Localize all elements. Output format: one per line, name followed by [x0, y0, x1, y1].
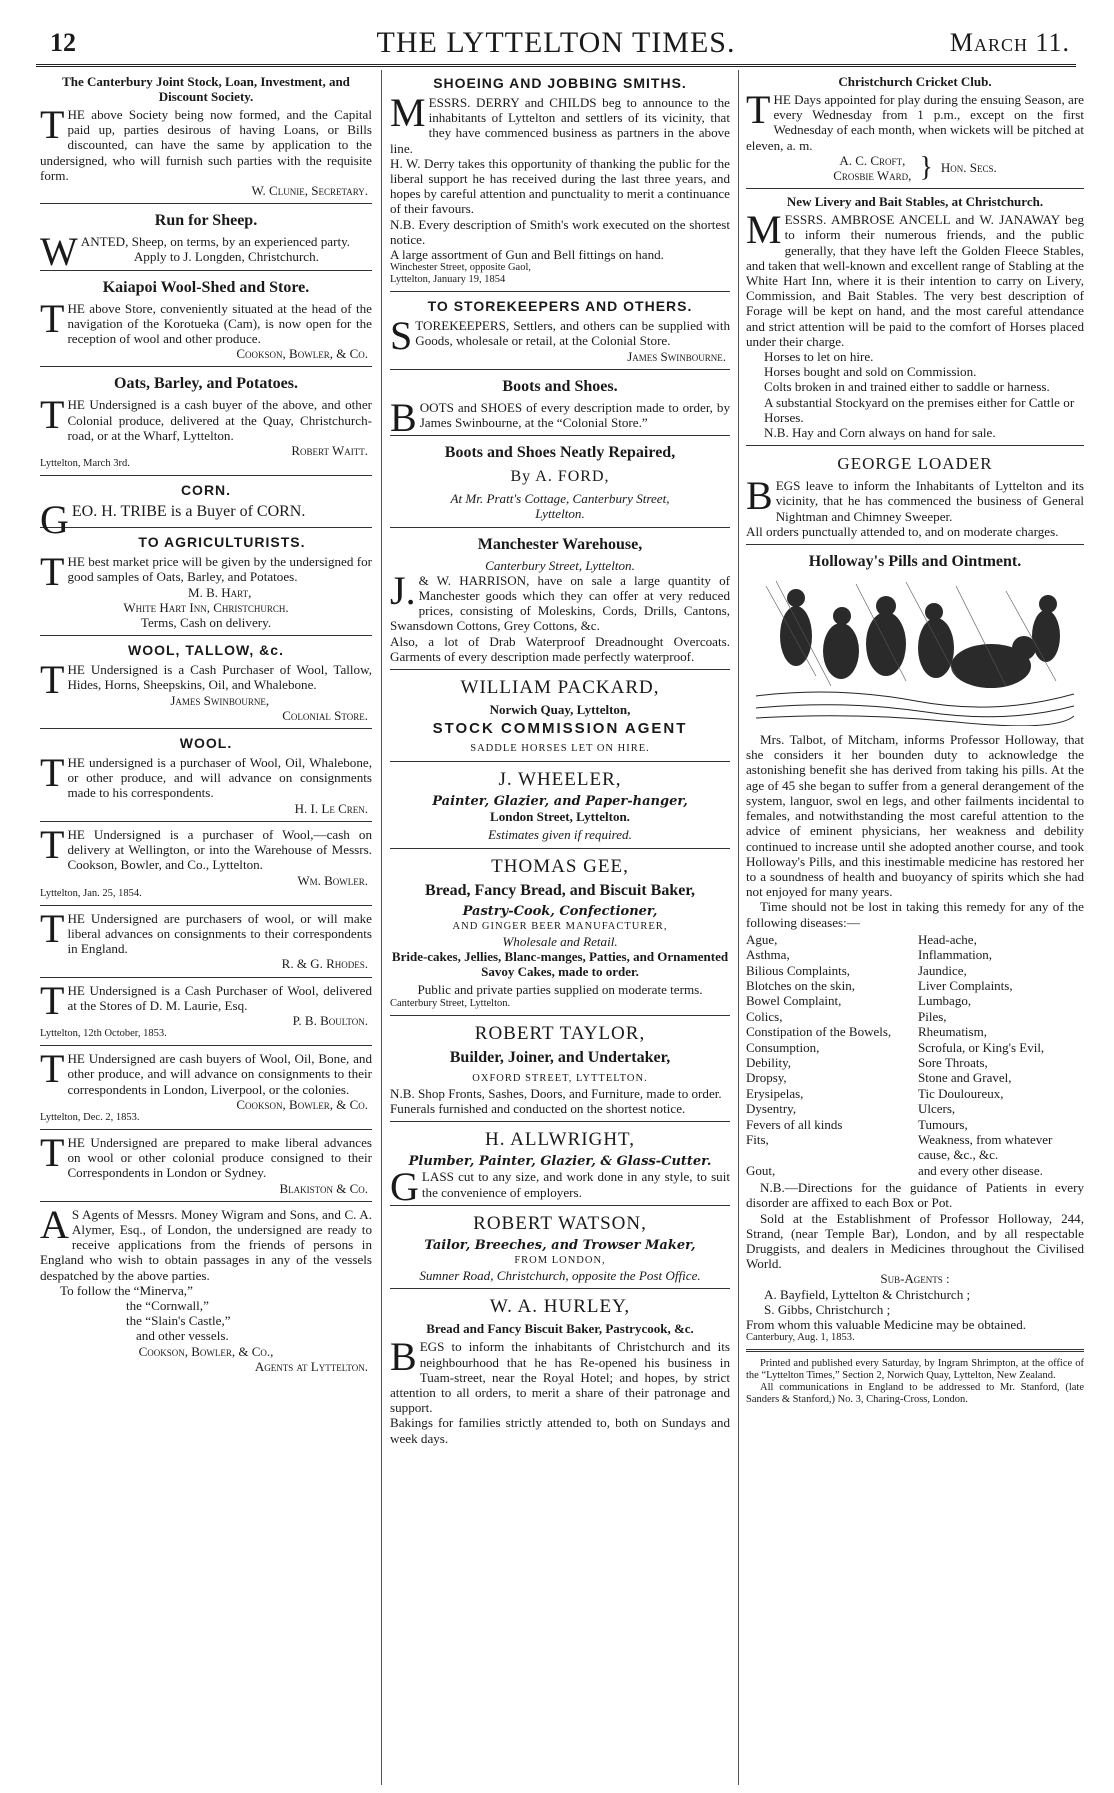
- advert-name: GEORGE LOADER: [837, 454, 993, 474]
- disease-item: Bowel Complaint,: [746, 993, 842, 1009]
- advert-title: WOOL.: [179, 735, 233, 752]
- advert-title: Builder, Joiner, and Undertaker,: [449, 1048, 671, 1066]
- disease-item: Consumption,: [746, 1039, 820, 1055]
- advert-paragraph: Public and private parties supplied on moderate terms.: [417, 982, 703, 998]
- advert-passages: [40, 1201, 372, 1374]
- advert-paragraph: N.B. Every description of Smith's work executed on the shortest notice.: [390, 216, 730, 247]
- advert-storekeepers: [390, 291, 730, 364]
- advert-signature: Wm. Bowler.: [297, 872, 368, 888]
- disease-item: Dysentry,: [746, 1101, 797, 1117]
- advert-paragraph: All orders punctually attended to, and on moderate charges.: [746, 523, 1059, 539]
- advert-title: Boots and Shoes.: [502, 377, 618, 395]
- advert-paragraph: N.B.—Directions for the guidance of Patients in every disorder are affixed to each Box or Pot.: [746, 1180, 1084, 1211]
- advert-oats-barley: [40, 366, 372, 470]
- advert-title: New Livery and Bait Stables, at Christchurch.: [786, 194, 1044, 210]
- advert-paragraph: Sold at the Establishment of Professor Holloway, 244, Strand, (near Temple Bar), London, and by all respectable Druggists, and dealers in Medicines throughout the Civilised World.: [746, 1210, 1084, 1272]
- advert-date: Lyttelton, January 19, 1854: [390, 274, 506, 286]
- disease-item: Rheumatism,: [918, 1024, 987, 1040]
- diseases-list: [746, 932, 1084, 1179]
- advert-date: Lyttelton, Dec. 2, 1853.: [40, 1111, 140, 1123]
- disease-item: Ulcers,: [918, 1101, 956, 1117]
- advert-subline: AND GINGER BEER MANUFACTURER,: [452, 920, 668, 932]
- advert-body: GEO. H. TRIBE is a Buyer of CORN.: [40, 497, 306, 543]
- advert-title: Holloway's Pills and Ointment.: [808, 553, 1022, 571]
- advert-signature: Cookson, Bowler, & Co.,: [138, 1343, 274, 1359]
- advert-signature: James Swinbourne,: [170, 692, 270, 708]
- advert-robert-taylor: [390, 1015, 730, 1117]
- advert-name: By A. FORD,: [510, 468, 610, 486]
- advert-title: CORN.: [180, 482, 232, 499]
- advert-title: Christchurch Cricket Club.: [838, 74, 992, 89]
- advert-subline: FROM LONDON,: [514, 1254, 606, 1266]
- disease-item: and every other disease.: [918, 1162, 1043, 1178]
- advert-title: Oats, Barley, and Potatoes.: [114, 375, 298, 393]
- advert-allwright: [390, 1121, 730, 1210]
- advert-address: Canterbury Street, Lyttelton.: [485, 557, 635, 573]
- advert-signature: M. B. Hart,: [188, 584, 252, 600]
- page-header: [36, 22, 1076, 62]
- disease-item: Stone and Gravel,: [918, 1070, 1012, 1086]
- column-divider: [738, 70, 739, 1785]
- advert-date: Lyttelton, March 3rd.: [40, 458, 130, 470]
- advert-body: AS Agents of Messrs. Money Wigram and Sons, and C. A. Alymer, Esq., of London, the undersigned are ready to receive applications from the friends of persons in England who wish to obtain passages in any of the vessels despatched by the above parties.: [40, 1201, 372, 1283]
- advert-wool-boulton: [40, 977, 372, 1041]
- advert-signature: Crosbie Ward,: [833, 168, 912, 184]
- advert-signature: H. I. Le Cren.: [294, 800, 368, 816]
- disease-item: Fits,: [746, 1132, 769, 1147]
- holloway-engraving-illustration: [756, 576, 1074, 726]
- advert-loan-society: [40, 74, 372, 198]
- advert-title: Bread, Fancy Bread, and Biscuit Baker,: [425, 881, 695, 899]
- advert-thomas-gee: [390, 848, 730, 1010]
- column-right: [746, 74, 1084, 1784]
- advert-name: ROBERT TAYLOR,: [474, 1022, 646, 1044]
- disease-item: Tic Douloureux,: [918, 1085, 1004, 1101]
- advert-vessel: the “Slain's Castle,”: [126, 1313, 231, 1329]
- advert-kaiapoi-wool-shed: [40, 270, 372, 362]
- advert-wheeler: [390, 761, 730, 842]
- advert-wool-cookson: [40, 1045, 372, 1124]
- disease-item: Liver Complaints,: [918, 977, 1013, 993]
- imprint-line: All communications in England to be addressed to Mr. Stanford, (late Sanders & Stanford,) No. 3, Charing-Cross, London.: [746, 1382, 1084, 1406]
- advert-vessel: To follow the “Minerva,”: [60, 1282, 193, 1298]
- advert-wool-wellington: [40, 821, 372, 900]
- advert-wool: [40, 728, 372, 816]
- advert-signature: Cookson, Bowler, & Co.: [236, 346, 368, 362]
- advert-name: H. ALLWRIGHT,: [484, 1129, 636, 1151]
- advert-wool-blakiston: [40, 1129, 372, 1196]
- advert-signature: P. B. Boulton.: [292, 1012, 368, 1028]
- advert-date: Canterbury, Aug. 1, 1853.: [746, 1332, 855, 1344]
- disease-item: Erysipelas,: [746, 1085, 804, 1101]
- advert-line: Horses to let on hire.: [764, 349, 874, 365]
- advert-address: Winchester Street, opposite Gaol,: [390, 262, 531, 274]
- advert-vessel: and other vessels.: [136, 1328, 229, 1344]
- advert-vessel: the “Cornwall,”: [126, 1297, 209, 1313]
- advert-body: THE above Society being now formed, and the Capital paid up, parties desirous of having Loans, or Bills discounted, can have the same by application to the undersigned, who will furnish such parties with the requisite form.: [40, 102, 372, 183]
- advert-manchester-warehouse: [390, 527, 730, 664]
- disease-item: Debility,: [746, 1054, 792, 1070]
- advert-address: At Mr. Pratt's Cottage, Canterbury Street,: [450, 491, 670, 507]
- advert-smiths: [390, 74, 730, 286]
- advert-address: Sumner Road, Christchurch, opposite the Post Office.: [419, 1268, 701, 1284]
- advert-paragraph: Bakings for families strictly attended to, both on Sundays and week days.: [390, 1415, 730, 1446]
- advert-title: SHOEING AND JOBBING SMITHS.: [433, 75, 687, 91]
- advert-paragraph: A large assortment of Gun and Bell fittings on hand.: [390, 247, 664, 263]
- advert-george-loader: [746, 445, 1084, 539]
- advert-address: Lyttelton.: [535, 506, 585, 522]
- header-rule: [36, 64, 1076, 67]
- advert-title: WOOL, TALLOW, &c.: [128, 642, 284, 659]
- advert-paragraph: Time should not be lost in taking this remedy for any of the following diseases:—: [746, 899, 1084, 930]
- advert-body: THE Undersigned is a cash buyer of the above, and other Colonial produce, delivered at the Quay, Christchurch-road, or at the Wharf, Lyttelton.: [40, 392, 372, 443]
- disease-item: Head-ache,: [918, 931, 977, 947]
- disease-item: Scrofula, or King's Evil,: [918, 1039, 1045, 1055]
- advert-signature: R. & G. Rhodes.: [281, 956, 368, 972]
- advert-address: OXFORD STREET, LYTTELTON.: [472, 1072, 648, 1084]
- advert-body: THE Undersigned are prepared to make liberal advances on wool or other colonial produce consigned to their Correspondents in London or Sydney.: [40, 1129, 372, 1181]
- advert-agriculturists: [40, 527, 372, 630]
- advert-title: Kaiapoi Wool-Shed and Store.: [102, 278, 310, 296]
- advert-subtitle: Sub-Agents :: [880, 1271, 950, 1287]
- advert-line: N.B. Hay and Corn always on hand for sale.: [764, 425, 996, 441]
- advert-body: THE above Store, conveniently situated at the head of the navigation of the Korotueka (Cam), is now open for the reception of wool and other produce.: [40, 295, 372, 347]
- advert-title: Run for Sheep.: [154, 212, 258, 230]
- disease-item: Blotches on the skin,: [746, 977, 856, 993]
- advert-title: The Canterbury Joint Stock, Loan, Investment, and Discount Society.: [62, 74, 350, 104]
- advert-terms: Terms, Cash on delivery.: [140, 615, 272, 631]
- advert-body: MESSRS. DERRY and CHILDS beg to announce to the inhabitants of Lyttelton and settlers of its vicinity, that they have commenced business as partners in the above line.: [390, 90, 730, 156]
- disease-item: Jaundice,: [918, 962, 967, 978]
- advert-address: London Street, Lyttelton.: [490, 809, 630, 825]
- advert-signature: Blakiston & Co.: [279, 1180, 368, 1196]
- advert-title: Manchester Warehouse,: [477, 535, 643, 553]
- disease-item: Fevers of all kinds: [746, 1116, 843, 1132]
- advert-agent: A. Bayfield, Lyttelton & Christchurch ;: [764, 1286, 971, 1302]
- advert-trade: Pastry-Cook, Confectioner,: [462, 903, 658, 919]
- advert-body: THE Undersigned is a Cash Purchaser of Wool, delivered at the Stores of D. M. Laurie, Esq.: [40, 977, 372, 1023]
- advert-contact: Apply to J. Longden, Christchurch.: [133, 249, 319, 265]
- disease-item: Asthma,: [746, 947, 790, 963]
- advert-note: Estimates given if required.: [488, 827, 632, 843]
- disease-item: Ague,: [746, 931, 778, 947]
- advert-body: WANTED, Sheep, on terms, by an experienced party.: [40, 229, 351, 275]
- printer-imprint: [746, 1349, 1084, 1406]
- advert-date: Lyttelton, Jan. 25, 1854.: [40, 887, 142, 899]
- issue-date: March 11.: [949, 28, 1070, 57]
- column-divider: [381, 70, 382, 1785]
- advert-body: THE Undersigned are purchasers of wool, or will make liberal advances on consignments to their correspondents in England.: [40, 905, 372, 957]
- disease-item: Piles,: [918, 1008, 947, 1024]
- column-left: [40, 74, 372, 1784]
- advert-signature: Robert Waitt.: [291, 443, 368, 459]
- advert-run-for-sheep: [40, 203, 372, 275]
- advert-holloway: [746, 544, 1084, 1344]
- advert-body: Mrs. Talbot, of Mitcham, informs Professor Holloway, that she considers it her bounden duty to acknowledge the astonishing benefit she has derived from taking his pills. At the age of 45 she began to suffer from a general derangement of the system, languor, swol en legs, and other failments incidental to females, and notwithstanding the most careful attention to the advice of eminent physicians, her weakness and debility continued to increase until she adopted another course, and took Holloway's Pills, and this inestimable medicine has restored her to a soundness of health and buoyancy of spirits which she had not enjoyed for many years.: [746, 732, 1084, 900]
- advert-trade: Painter, Glazier, and Paper-hanger,: [432, 794, 688, 810]
- advert-address: Norwich Quay, Lyttelton,: [489, 702, 631, 718]
- advert-paragraph: N.B. Shop Fronts, Sashes, Doors, and Furniture, made to order.: [390, 1085, 722, 1101]
- advert-wool-tallow: [40, 635, 372, 723]
- advert-body: THE Undersigned is a Cash Purchaser of Wool, Tallow, Hides, Horns, Sheepskins, Oil, and Whalebone.: [40, 657, 372, 703]
- advert-line: Colts broken in and trained either to saddle or harness.: [764, 379, 1050, 395]
- advert-name: THOMAS GEE,: [491, 855, 629, 877]
- advert-body: BOOTS and SHOES of every description made to order, by James Swinbourne, at the “Colonial Store.”: [390, 394, 730, 440]
- advert-signatures: [746, 153, 1084, 183]
- page-number: 12: [50, 28, 76, 57]
- advert-signature: Cookson, Bowler, & Co.: [236, 1096, 368, 1112]
- advert-paragraph: From whom this valuable Medicine may be obtained.: [746, 1317, 1027, 1333]
- disease-item: Sore Throats,: [918, 1054, 988, 1070]
- advert-paragraph: Also, a lot of Drab Waterproof Dreadnought Overcoats. Garments of every description made perfectly waterproof.: [390, 633, 730, 664]
- disease-item: Lumbago,: [918, 993, 972, 1009]
- advert-body: THE Days appointed for play during the ensuing Season, are every Wednesday from 1 p.m., except on the first Wednesday of each month, when wickets will be pitched at eleven, a. m.: [746, 87, 1084, 153]
- advert-packard: [390, 669, 730, 756]
- advert-line: Horses bought and sold on Commission.: [764, 364, 977, 380]
- advert-note: Wholesale and Retail.: [502, 934, 618, 950]
- disease-item: Weakness, from whatever cause, &c., &c.: [918, 1132, 1053, 1163]
- advert-signature: A. C. Croft,: [839, 152, 906, 168]
- disease-item: Constipation of the Bowels,: [746, 1024, 892, 1040]
- imprint-line: Printed and published every Saturday, by Ingram Shrimpton, at the office of the “Lyttelton Times,” Section 2, Norwich Quay, Lyttelton, New Zealand.: [746, 1358, 1084, 1382]
- advert-livery-stables: [746, 188, 1084, 440]
- advert-name: WILLIAM PACKARD,: [460, 677, 660, 699]
- advert-paragraph: H. W. Derry takes this opportunity of thanking the public for the liberal support he has received during the last three years, and hopes by careful attention and punctuality to merit a continuance of their favours.: [390, 155, 730, 217]
- newspaper-title: THE LYTTELTON TIMES.: [376, 26, 736, 59]
- advert-boots-shoes: [390, 369, 730, 440]
- advert-address: White Hart Inn, Christchurch.: [123, 599, 289, 615]
- advert-products: Bride-cakes, Jellies, Blanc-manges, Patties, and Ornamented Savoy Cakes, made to order.: [391, 949, 729, 980]
- advert-body: THE Undersigned is a purchaser of Wool,—cash on delivery at Wellington, or into the Warehouse of Messrs. Cookson, Bowler, and Co., Lyttelton.: [40, 821, 372, 873]
- advert-signature: James Swinbourne.: [627, 348, 726, 364]
- advert-title: Bread and Fancy Biscuit Baker, Pastrycook, &c.: [426, 1321, 694, 1337]
- advert-body: STOREKEEPERS, Settlers, and others can be supplied with Goods, wholesale or retail, at the Colonial Store.: [390, 313, 730, 359]
- advert-boots-repaired: [390, 435, 730, 521]
- advert-role: Hon. Secs.: [940, 160, 997, 176]
- advert-subline: SADDLE HORSES LET ON HIRE.: [470, 743, 650, 755]
- disease-item: Gout,: [746, 1162, 776, 1178]
- advert-title: TO AGRICULTURISTS.: [138, 534, 306, 551]
- advert-name: J. WHEELER,: [498, 769, 622, 791]
- advert-date: Lyttelton, 12th October, 1853.: [40, 1028, 167, 1040]
- advert-hurley: [390, 1288, 730, 1445]
- advert-trade: Tailor, Breeches, and Trowser Maker,: [424, 1237, 696, 1253]
- advert-wool-rhodes: [40, 905, 372, 972]
- advert-name: ROBERT WATSON,: [473, 1212, 647, 1234]
- advert-line: A substantial Stockyard on the premises either for Cattle or Horses.: [764, 394, 1075, 425]
- brace-glyph: }: [919, 152, 933, 184]
- advert-body: THE undersigned is a purchaser of Wool, Oil, Whalebone, or other produce, and will advance on consignments made to his correspondents.: [40, 750, 372, 801]
- disease-item: Inflammation,: [918, 947, 993, 963]
- advert-title: Boots and Shoes Neatly Repaired,: [444, 444, 676, 462]
- advert-role: STOCK COMMISSION AGENT: [432, 720, 688, 738]
- advert-name: W. A. HURLEY,: [489, 1296, 631, 1318]
- advert-body: THE Undersigned are cash buyers of Wool, Oil, Bone, and other produce, and will advance on consignments to their correspondents in London, Liverpool, or the colonies.: [40, 1046, 372, 1097]
- signature-group: [833, 153, 911, 183]
- advert-paragraph: Funerals furnished and conducted on the shortest notice.: [390, 1100, 686, 1116]
- disease-item: Colics,: [746, 1008, 783, 1024]
- advert-agent: S. Gibbs, Christchurch ;: [764, 1301, 891, 1317]
- column-middle: [390, 74, 730, 1784]
- advert-robert-watson: [390, 1205, 730, 1284]
- advert-body: THE best market price will be given by the undersigned for good samples of Oats, Barley, and Potatoes.: [40, 549, 372, 595]
- advert-cricket-club: [746, 74, 1084, 183]
- advert-body: J.& W. HARRISON, have on sale a large quantity of Manchester goods which they can offer at very reduced prices, consisting of Moleskins, Cords, Drills, Cantons, Swansdown Cottons, Grey Cottons, &c.: [390, 567, 730, 634]
- advert-body: BEGS to inform the inhabitants of Christchurch and its neighbourhood that he has Re-opened his business in Tuam-street, near the Royal Hotel; and hopes, by strict attention to all orders, to merit a share of their patronage and support.: [390, 1334, 730, 1416]
- disease-item: Bilious Complaints,: [746, 962, 851, 978]
- advert-body: GLASS cut to any size, and work done in any style, to suit the convenience of employers.: [390, 1164, 730, 1210]
- disease-item: Tumours,: [918, 1116, 968, 1132]
- disease-item: Dropsy,: [746, 1070, 787, 1086]
- advert-address: Canterbury Street, Lyttelton.: [390, 997, 511, 1009]
- advert-address: Colonial Store.: [282, 707, 368, 723]
- advert-title: TO STOREKEEPERS AND OTHERS.: [427, 298, 693, 315]
- advert-signature: Agents at Lyttelton.: [254, 1358, 368, 1374]
- advert-signature: W. Clunie, Secretary.: [251, 183, 368, 199]
- advert-trade: Plumber, Painter, Glazier, & Glass-Cutter.: [408, 1154, 712, 1170]
- advert-body: BEGS leave to inform the Inhabitants of Lyttelton and its vicinity, that he has commenced the business of General Nightman and Chimney Sweeper.: [746, 473, 1084, 524]
- advert-body: MESSRS. AMBROSE ANCELL and W. JANAWAY beg to inform their numerous friends, and the public generally, that they have left the Golden Fleece Stables, and taken that well-known and excellent range of Stabling at the White Hart Inn, where it is their intention to carry on Livery, Commission, and Bait Stables. The very best description of Forage will be kept on hand, and the most careful attendance and strict attention will be paid to the comfort of Horses placed under their charge.: [746, 207, 1084, 349]
